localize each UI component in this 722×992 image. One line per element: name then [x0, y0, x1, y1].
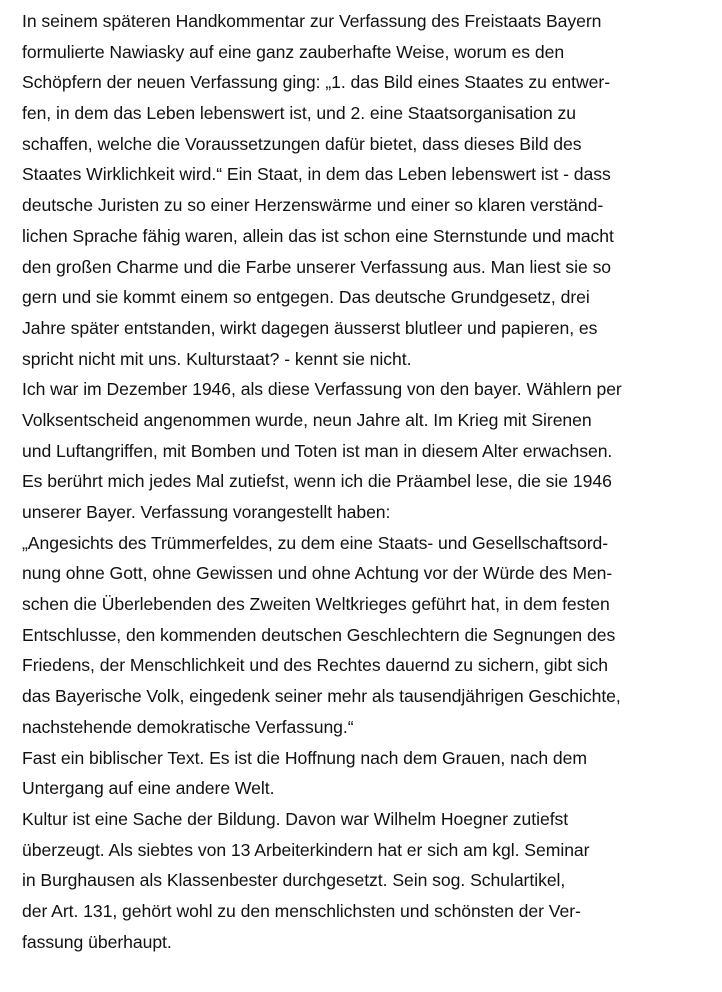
text-line: und Luftangriffen, mit Bomben und Toten ist man in diesem Alter erwachsen.: [22, 440, 613, 461]
text-line: deutsche Juristen zu so einer Herzenswärme und einer so klaren verständ-: [22, 195, 604, 216]
document-text-block: [22, 6, 712, 957]
text-line: überzeugt. Als siebtes von 13 Arbeiterkindern hat er sich am kgl. Seminar: [22, 839, 590, 860]
text-line: der Art. 131, gehört wohl zu den menschlichsten und schönsten der Ver-: [22, 900, 581, 921]
text-line: gern und sie kommt einem so entgegen. Das deutsche Grundgesetz, drei: [22, 287, 590, 308]
text-line: in Burghausen als Klassenbester durchgesetzt. Sein sog. Schulartikel,: [22, 870, 566, 891]
text-line: schaffen, welche die Voraussetzungen dafür bietet, dass dieses Bild des: [22, 133, 582, 154]
text-line: schen die Überlebenden des Zweiten Weltkrieges geführt hat, in dem festen: [22, 594, 610, 615]
text-line: Jahre später entstanden, wirkt dagegen äusserst blutleer und papieren, es: [22, 317, 598, 338]
text-line: Schöpfern der neuen Verfassung ging: „1. das Bild eines Staates zu entwer-: [22, 72, 611, 93]
text-line: Ich war im Dezember 1946, als diese Verfassung von den bayer. Wählern per: [22, 379, 622, 400]
text-line: nung ohne Gott, ohne Gewissen und ohne Achtung vor der Würde des Men-: [22, 563, 613, 584]
text-line: unserer Bayer. Verfassung vorangestellt haben:: [22, 502, 391, 522]
text-line: spricht nicht mit uns. Kulturstaat? - kennt sie nicht.: [22, 348, 412, 369]
text-line: Friedens, der Menschlichkeit und des Rechtes dauernd zu sichern, gibt sich: [22, 655, 609, 676]
text-line: Entschlusse, den kommenden deutschen Geschlechtern die Segnungen des: [22, 624, 616, 645]
text-line: Fast ein biblischer Text. Es ist die Hoffnung nach dem Grauen, nach dem: [22, 747, 587, 768]
text-line: „Angesichts des Trümmerfeldes, zu dem eine Staats- und Gesellschaftsord-: [22, 532, 609, 553]
text-line: Untergang auf eine andere Welt.: [22, 778, 275, 799]
text-line: das Bayerische Volk, eingedenk seiner mehr als tausendjährigen Geschichte,: [22, 686, 621, 707]
text-line: lichen Sprache fähig waren, allein das ist schon eine Sternstunde und macht: [22, 225, 614, 246]
text-line: Volksentscheid angenommen wurde, neun Jahre alt. Im Krieg mit Sirenen: [22, 409, 592, 430]
text-line: nachstehende demokratische Verfassung.“: [22, 716, 354, 737]
text-line: Es berührt mich jedes Mal zutiefst, wenn ich die Präambel lese, die sie 1946: [22, 471, 612, 492]
text-line: formulierte Nawiasky auf eine ganz zauberhafte Weise, worum es den: [22, 41, 565, 62]
text-line: den großen Charme und die Farbe unserer Verfassung aus. Man liest sie so: [22, 256, 612, 277]
text-line: fassung überhaupt.: [22, 931, 172, 952]
text-line: fen, in dem das Leben lebenswert ist, und 2. eine Staatsorganisation zu: [22, 103, 576, 124]
text-line: Kultur ist eine Sache der Bildung. Davon war Wilhelm Hoegner zutiefst: [22, 808, 569, 829]
text-line: In seinem späteren Handkommentar zur Verfassung des Freistaats Bayern: [22, 11, 602, 31]
text-line: Staates Wirklichkeit wird.“ Ein Staat, in dem das Leben lebenswert ist - dass: [22, 164, 611, 185]
